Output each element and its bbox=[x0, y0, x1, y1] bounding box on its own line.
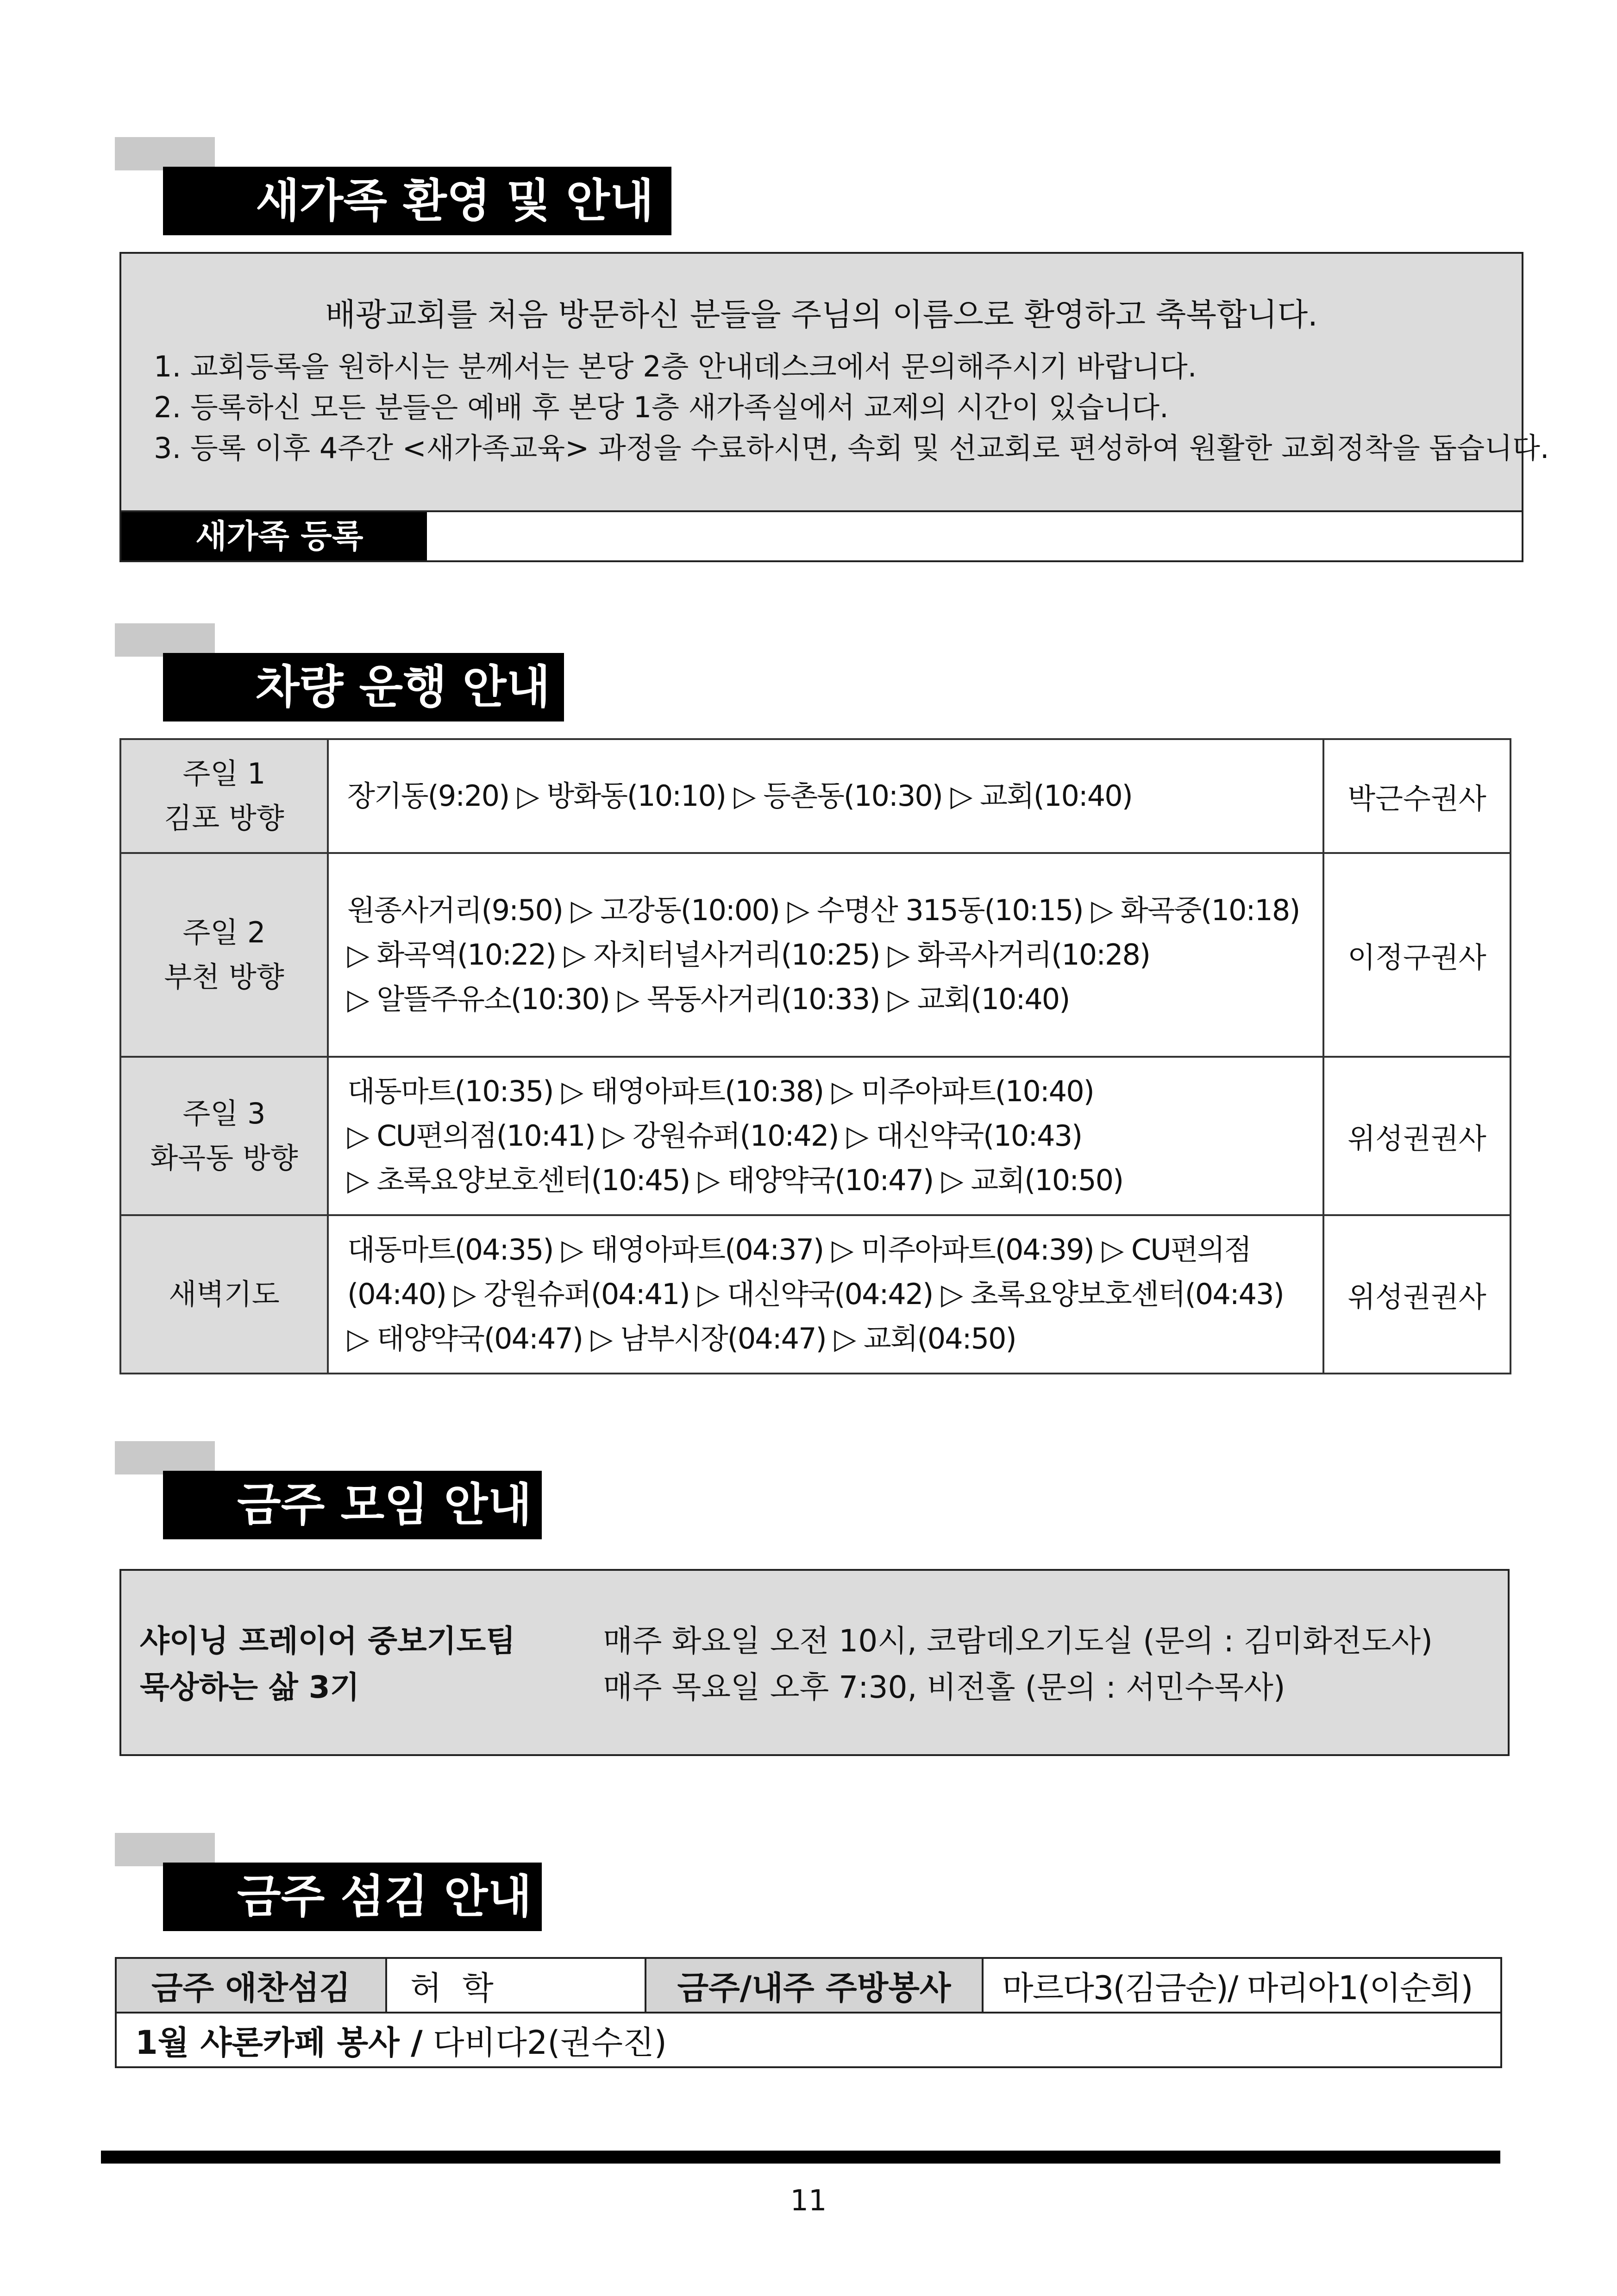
meeting-name: 묵상하는 삶 3기 bbox=[140, 1669, 360, 1705]
table-row bbox=[120, 739, 1510, 853]
new-family-register-label: 새가족 등록 bbox=[121, 512, 427, 560]
route-area bbox=[120, 739, 328, 853]
meeting-detail: 매주 목요일 오후 7:30, 비전홀 (문의 : 서민수목사) bbox=[603, 1669, 1285, 1705]
vehicle-schedule-table bbox=[119, 738, 1511, 1374]
welcome-item: 3. 등록 이후 4주간 <새가족교육> 과정을 수료하시면, 속회 및 선교회로 편성하여 원활한 교회정착을 돕습니다. bbox=[154, 431, 1549, 465]
meeting-detail: 매주 화요일 오전 10시, 코람데오기도실 (문의 : 김미화전도사) bbox=[603, 1623, 1433, 1659]
service-table bbox=[115, 1957, 1502, 2068]
cafe-service-value: 다비다2(권수진) bbox=[433, 2023, 667, 2062]
meeting-item bbox=[140, 1662, 1285, 1706]
route-area-name: 주일 3 bbox=[182, 1097, 266, 1130]
welcome-list bbox=[154, 346, 1549, 469]
meetings-panel bbox=[119, 1569, 1510, 1756]
table-row bbox=[116, 2013, 1501, 2067]
section-title-service: 금주 섬김 안내 bbox=[163, 1863, 542, 1931]
route-line: 장기동(9:20) ▷ 방화동(10:10) ▷ 등촌동(10:30) ▷ 교회(10:40) bbox=[347, 779, 1132, 813]
route-area-name: 주일 2 bbox=[182, 916, 266, 949]
table-row bbox=[120, 1215, 1510, 1374]
table-row bbox=[120, 1057, 1510, 1215]
table-row bbox=[116, 1958, 1501, 2013]
route-stops bbox=[328, 1057, 1323, 1215]
route-line: ▷ 태양약국(04:47) ▷ 남부시장(04:47) ▷ 교회(04:50) bbox=[347, 1322, 1016, 1355]
welcome-item: 1. 교회등록을 원하시는 분께서는 본당 2층 안내데스크에서 문의해주시기 바랍니다. bbox=[154, 350, 1197, 383]
praise-service-label: 금주 애찬섬김 bbox=[116, 1958, 386, 2013]
route-stops bbox=[328, 853, 1323, 1057]
route-line: ▷ 초록요양보호센터(10:45) ▷ 태양약국(10:47) ▷ 교회(10:50) bbox=[347, 1163, 1123, 1197]
cafe-service-label: 1월 샤론카페 봉사 / bbox=[135, 2023, 423, 2062]
table-row bbox=[120, 853, 1510, 1057]
welcome-headline: 배광교회를 처음 방문하신 분들을 주님의 이름으로 환영하고 축복합니다. bbox=[325, 297, 1318, 333]
route-area-name: 주일 1 bbox=[182, 757, 266, 790]
section-tab-decoration bbox=[115, 137, 215, 170]
section-title-meetings: 금주 모임 안내 bbox=[163, 1471, 542, 1539]
route-area bbox=[120, 1215, 328, 1374]
route-line: ▷ 알뜰주유소(10:30) ▷ 목동사거리(10:33) ▷ 교회(10:40) bbox=[347, 982, 1070, 1016]
section-title-vehicle: 차량 운행 안내 bbox=[163, 653, 564, 721]
route-stops bbox=[328, 1215, 1323, 1374]
cafe-service-cell bbox=[116, 2013, 1501, 2067]
section-tab-decoration bbox=[115, 623, 215, 657]
kitchen-service-value: 마르다3(김금순)/ 마리아1(이순희) bbox=[983, 1958, 1501, 2013]
route-line: ▷ 화곡역(10:22) ▷ 자치터널사거리(10:25) ▷ 화곡사거리(10:28) bbox=[347, 938, 1150, 972]
route-line: 원종사거리(9:50) ▷ 고강동(10:00) ▷ 수명산 315동(10:15) ▷ 화곡중(10:18) bbox=[347, 893, 1300, 927]
section-tab-decoration bbox=[115, 1833, 215, 1866]
page-number: 11 bbox=[790, 2183, 827, 2217]
route-driver: 위성권권사 bbox=[1323, 1215, 1510, 1374]
route-line: (04:40) ▷ 강원슈퍼(04:41) ▷ 대신약국(04:42) ▷ 초록요양보호센터(04:43) bbox=[347, 1277, 1284, 1311]
route-line: ▷ CU편의점(10:41) ▷ 강원슈퍼(10:42) ▷ 대신약국(10:43) bbox=[347, 1119, 1082, 1153]
route-driver: 위성권권사 bbox=[1323, 1057, 1510, 1215]
section-title-welcome: 새가족 환영 및 안내 bbox=[163, 167, 671, 235]
route-area bbox=[120, 1057, 328, 1215]
route-area-name: 새벽기도 bbox=[169, 1277, 280, 1311]
kitchen-service-label: 금주/내주 주방봉사 bbox=[646, 1958, 983, 2013]
new-family-register-row[interactable] bbox=[121, 510, 1522, 560]
section-tab-decoration bbox=[115, 1441, 215, 1474]
route-area-direction: 부천 방향 bbox=[164, 960, 284, 994]
route-stops bbox=[328, 739, 1323, 853]
route-line: 대동마트(10:35) ▷ 태영아파트(10:38) ▷ 미주아파트(10:40) bbox=[347, 1074, 1094, 1108]
route-driver: 이정구권사 bbox=[1323, 853, 1510, 1057]
route-driver: 박근수권사 bbox=[1323, 739, 1510, 853]
welcome-item: 2. 등록하신 모든 분들은 예배 후 본당 1층 새가족실에서 교제의 시간이 있습니다. bbox=[154, 390, 1169, 424]
route-line: 대동마트(04:35) ▷ 태영아파트(04:37) ▷ 미주아파트(04:39) ▷ CU편의점 bbox=[347, 1233, 1251, 1267]
meeting-item bbox=[140, 1616, 1433, 1660]
route-area-direction: 화곡동 방향 bbox=[150, 1141, 298, 1175]
route-area bbox=[120, 853, 328, 1057]
meeting-name: 샤이닝 프레이어 중보기도팀 bbox=[140, 1623, 516, 1659]
welcome-panel bbox=[119, 252, 1549, 562]
footer-rule bbox=[101, 2151, 1500, 2164]
route-area-direction: 김포 방향 bbox=[164, 801, 284, 835]
praise-service-value: 허 학 bbox=[386, 1958, 646, 2013]
